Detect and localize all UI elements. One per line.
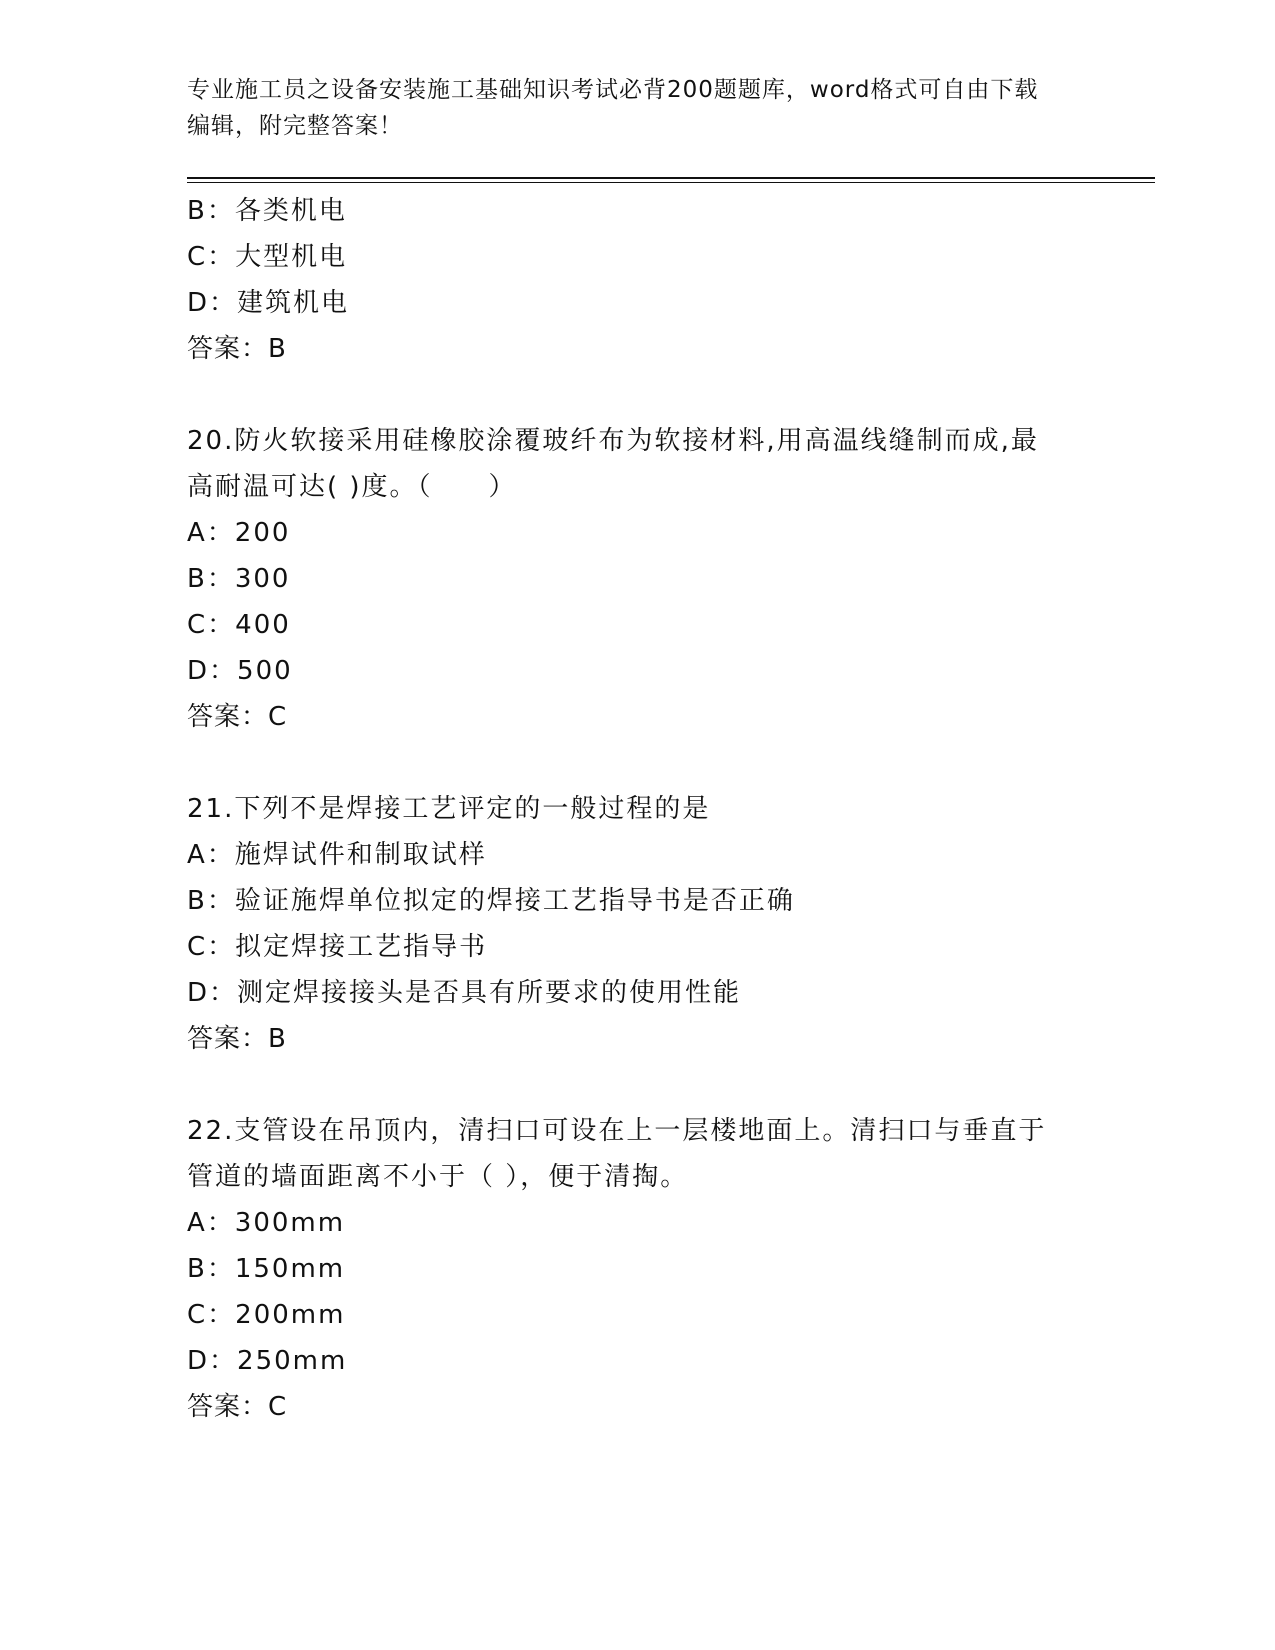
- option-b: B：验证施焊单位拟定的焊接工艺指导书是否正确: [187, 886, 795, 916]
- question-22: [187, 1108, 1087, 1430]
- question-text-line: 管道的墙面距离不小于（ ），便于清掏。: [187, 1162, 689, 1192]
- question-text-line: 21.下列不是焊接工艺评定的一般过程的是: [187, 794, 711, 824]
- answer-line: 答案：C: [187, 1392, 288, 1422]
- option-c: C：拟定焊接工艺指导书: [187, 932, 488, 962]
- question-21: [187, 786, 1087, 1062]
- option-b: B：300: [187, 564, 291, 594]
- answer-line: 答案：B: [187, 334, 287, 364]
- question-text-line: 22.支管设在吊顶内，清扫口可设在上一层楼地面上。清扫口与垂直于: [187, 1116, 1047, 1146]
- option-d: D：测定焊接接头是否具有所要求的使用性能: [187, 978, 742, 1008]
- option-a: A：施焊试件和制取试样: [187, 840, 487, 870]
- question-20: [187, 418, 1087, 740]
- header-rule-thick: [187, 177, 1155, 179]
- question-19-continuation: [187, 188, 1087, 372]
- header-line-2: 编辑，附完整答案！: [187, 113, 403, 139]
- answer-line: 答案：C: [187, 702, 288, 732]
- header-line-1: 专业施工员之设备安装施工基础知识考试必背200题题库，word格式可自由下载: [187, 77, 1039, 103]
- option-b: B：150mm: [187, 1254, 346, 1284]
- answer-line: 答案：B: [187, 1024, 287, 1054]
- option-d: D：250mm: [187, 1346, 348, 1376]
- document-header: [187, 72, 1087, 144]
- option-a: A：200: [187, 518, 291, 548]
- question-text-line: 20.防火软接采用硅橡胶涂覆玻纤布为软接材料,用高温线缝制而成,最: [187, 426, 1039, 456]
- option-a: A：300mm: [187, 1208, 346, 1238]
- option-d: D：建筑机电: [187, 288, 350, 318]
- option-c: C：400: [187, 610, 291, 640]
- document-body: [187, 188, 1087, 1430]
- option-c: C：大型机电: [187, 242, 348, 272]
- option-c: C：200mm: [187, 1300, 346, 1330]
- option-d: D：500: [187, 656, 293, 686]
- option-b: B：各类机电: [187, 196, 347, 226]
- header-rule-thin: [187, 182, 1155, 183]
- question-text-line: 高耐温可达( )度。（ ）: [187, 472, 517, 502]
